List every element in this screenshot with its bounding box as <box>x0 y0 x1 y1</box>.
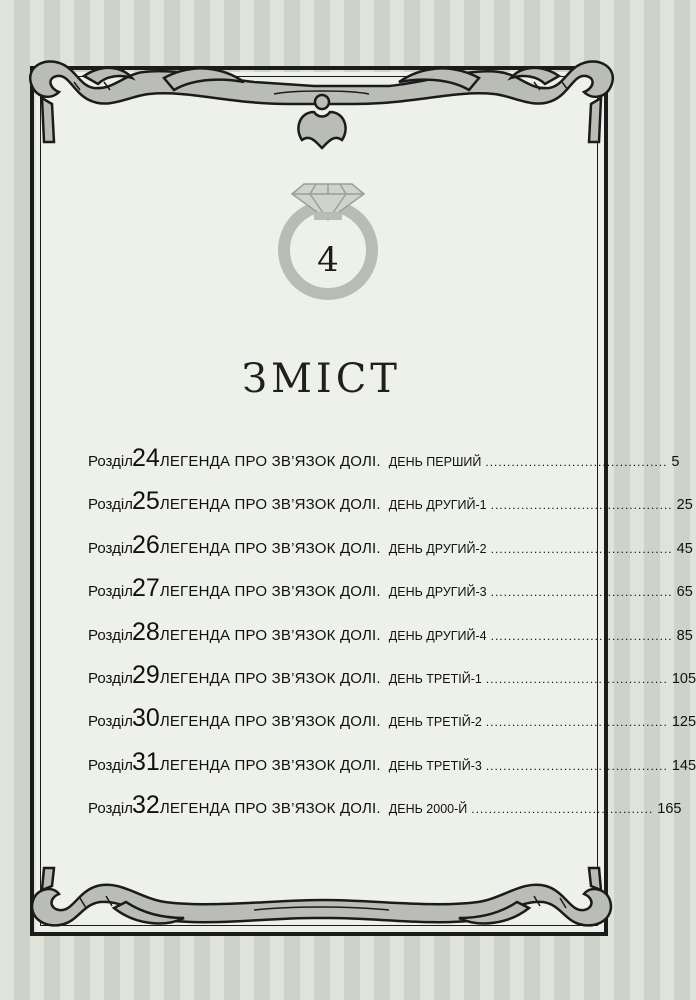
diamond-ring-icon <box>268 172 388 302</box>
leader-dots: .......................................... <box>490 541 673 556</box>
leader-dots: .......................................... <box>490 585 673 600</box>
page-number: 5 <box>671 454 680 470</box>
chapter-subtitle: ДЕНЬ ПЕРШИЙ <box>388 455 482 469</box>
chapter-subtitle: ДЕНЬ ДРУГИЙ-2 <box>388 541 487 556</box>
chapter-number: 28 <box>132 617 160 646</box>
chapter-word: Розділ <box>88 539 133 557</box>
chapter-word: Розділ <box>88 626 133 644</box>
page-number: 85 <box>676 627 693 644</box>
chapter-subtitle: ДЕНЬ ТРЕТІЙ-1 <box>388 671 482 686</box>
table-of-contents <box>88 444 696 835</box>
toc-entry-29[interactable] <box>88 660 696 704</box>
chapter-title: ЛЕГЕНДА ПРО ЗВ’ЯЗОК ДОЛІ. <box>159 539 381 557</box>
chapter-word: Розділ <box>88 496 133 514</box>
page-number: 45 <box>676 540 693 557</box>
page-number: 65 <box>676 584 693 601</box>
chapter-number: 26 <box>132 530 160 559</box>
chapter-number: 27 <box>132 574 160 603</box>
chapter-title: ЛЕГЕНДА ПРО ЗВ’ЯЗОК ДОЛІ. <box>159 669 381 687</box>
chapter-word: Розділ <box>88 453 133 470</box>
page-number: 145 <box>671 757 696 774</box>
toc-entry-25[interactable] <box>88 487 693 530</box>
chapter-subtitle: ДЕНЬ ДРУГИЙ-3 <box>388 585 487 600</box>
chapter-number: 29 <box>132 660 160 689</box>
chapter-number: 24 <box>132 444 160 472</box>
chapter-subtitle: ДЕНЬ ТРЕТІЙ-3 <box>388 758 482 773</box>
top-ornament-icon <box>14 38 629 148</box>
page-number: 165 <box>657 801 682 818</box>
toc-entry-26[interactable] <box>88 530 693 574</box>
leader-dots: .......................................... <box>485 455 668 469</box>
chapter-number: 4 <box>317 240 339 280</box>
chapter-word: Розділ <box>88 669 133 687</box>
chapter-number: 30 <box>132 704 160 733</box>
toc-entry-30[interactable] <box>88 704 696 747</box>
chapter-title: ЛЕГЕНДА ПРО ЗВ’ЯЗОК ДОЛІ. <box>159 756 381 774</box>
chapter-title: ЛЕГЕНДА ПРО ЗВ’ЯЗОК ДОЛІ. <box>159 453 381 470</box>
chapter-subtitle: ДЕНЬ ТРЕТІЙ-2 <box>388 715 482 730</box>
leader-dots: .......................................... <box>485 715 668 730</box>
toc-entry-28[interactable] <box>88 617 693 661</box>
bottom-ornament-icon <box>14 868 629 950</box>
leader-dots: .......................................... <box>490 498 673 513</box>
page-number: 105 <box>671 670 696 687</box>
leader-dots: .......................................... <box>485 758 668 773</box>
chapter-title: ЛЕГЕНДА ПРО ЗВ’ЯЗОК ДОЛІ. <box>159 713 381 731</box>
chapter-title: ЛЕГЕНДА ПРО ЗВ’ЯЗОК ДОЛІ. <box>159 496 381 514</box>
page-number: 125 <box>671 714 696 731</box>
page-title: ЗМІСТ <box>242 356 401 402</box>
page-number: 25 <box>676 497 693 514</box>
leader-dots: .......................................... <box>485 671 668 686</box>
chapter-number: 31 <box>132 747 160 776</box>
toc-entry-31[interactable] <box>88 747 696 791</box>
chapter-title: ЛЕГЕНДА ПРО ЗВ’ЯЗОК ДОЛІ. <box>159 626 381 644</box>
chapter-subtitle: ДЕНЬ ДРУГИЙ-1 <box>388 498 487 513</box>
chapter-title: ЛЕГЕНДА ПРО ЗВ’ЯЗОК ДОЛІ. <box>159 583 381 601</box>
chapter-word: Розділ <box>88 756 133 774</box>
chapter-title: ЛЕГЕНДА ПРО ЗВ’ЯЗОК ДОЛІ. <box>159 800 381 818</box>
leader-dots: .......................................... <box>471 802 654 817</box>
toc-entry-32[interactable] <box>88 791 682 834</box>
leader-dots: .......................................... <box>490 628 673 643</box>
chapter-number: 32 <box>132 791 160 820</box>
chapter-number: 25 <box>132 487 160 516</box>
toc-entry-27[interactable] <box>88 574 693 617</box>
chapter-word: Розділ <box>88 583 133 601</box>
chapter-word: Розділ <box>88 800 133 818</box>
toc-entry-24[interactable] <box>88 444 680 487</box>
chapter-subtitle: ДЕНЬ ДРУГИЙ-4 <box>388 628 487 643</box>
chapter-word: Розділ <box>88 713 133 731</box>
chapter-subtitle: ДЕНЬ 2000-Й <box>388 802 468 817</box>
